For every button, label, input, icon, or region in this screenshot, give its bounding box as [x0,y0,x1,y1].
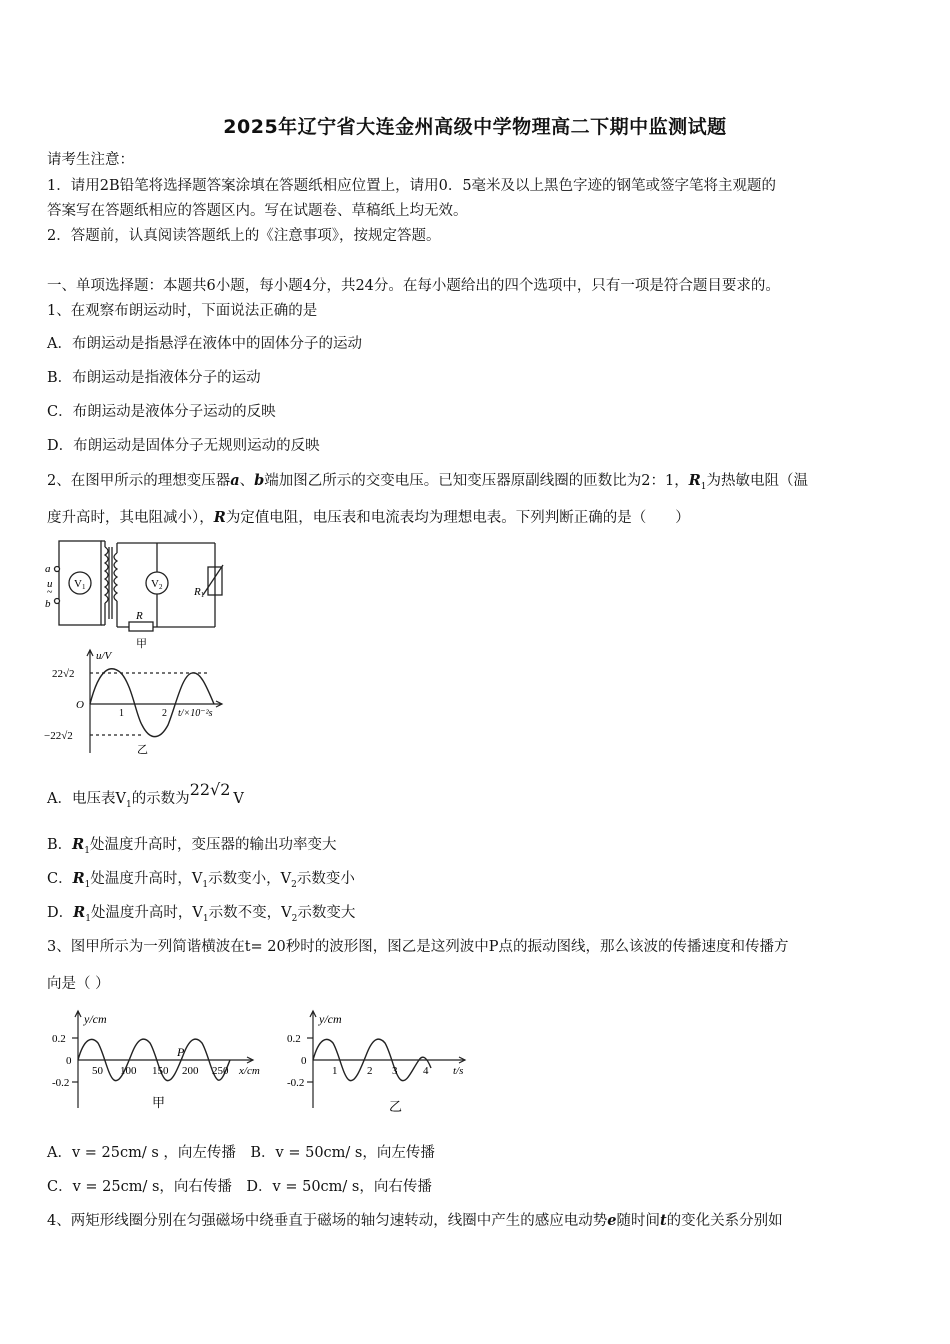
q2-var-b: b [254,472,265,489]
q3-options-cd: C．v = 25cm/ s，向右传播 D．v = 50cm/ s，向右传播 [47,1179,432,1195]
resistor-r-label: R [136,610,143,622]
wave-ylabel: y/cm [84,1012,107,1026]
notice-heading: 请考生注意： [47,152,134,168]
voltmeter-v2-label: V2 [151,578,163,591]
vibration-ytop: 0.2 [287,1033,301,1045]
q2-c-text: 示数变小，V [208,871,292,887]
graph-caption: 乙 [137,744,148,756]
q2-text: 为热敏电阻（温 [706,473,809,489]
wave-y0: 0 [66,1055,72,1067]
vibration-caption: 乙 [389,1099,403,1114]
q2-text: 2、在图甲所示的理想变压器 [47,473,231,489]
q2-d-text: 处温度升高时，V [90,905,203,921]
q2-stem-line1 [47,471,808,497]
circuit-caption: 甲 [136,638,147,650]
q2-text: 、 [239,473,255,489]
notice-item-2: 2．答题前，认真阅读答题纸上的《注意事项》，按规定答题。 [47,228,441,244]
vibration-xunit: t/s [453,1065,464,1077]
q2-b-var: R [72,836,85,853]
q2-option-a [47,780,244,815]
q2-c-text: 处温度升高时，V [90,871,203,887]
q2-var-r1-sub: 1 [700,481,707,492]
wave-tick-150: 150 [152,1065,169,1077]
q2-a-value: 22√2 [189,780,231,799]
circuit-label-u: u [47,578,53,590]
q2-a-unit: V [233,791,244,807]
q1-stem: 1、在观察布朗运动时，下面说法正确的是 [47,303,318,319]
q3-options-ab: A．v = 25cm/ s ，向左传播 B．v = 50cm/ s，向左传播 [47,1145,435,1161]
q2-a-sub: 1 [125,799,132,810]
q4-var-t: t [659,1212,667,1229]
q2-a-text: A．电压表V [47,791,126,807]
q2-c-text: 示数变小 [296,871,355,887]
q1-option-b: B．布朗运动是指液体分子的运动 [47,370,261,386]
q1-option-a: A．布朗运动是指悬浮在液体中的固体分子的运动 [47,336,362,352]
q2-d-sub: 1 [202,913,209,924]
q1-option-d: D．布朗运动是固体分子无规则运动的反映 [47,438,320,454]
q2-var-a: a [230,472,240,489]
q3-vibration-figure [285,1008,485,1118]
notice-item-1b: 答案写在答题纸相应的答题区内。写在试题卷、草稿纸上均无效。 [47,203,468,219]
q2-c-sub: 2 [291,879,297,890]
wave-xunit: x/cm [239,1065,260,1077]
vibration-tick-2: 2 [367,1065,373,1077]
q4-text: 4、两矩形线圈分别在匀强磁场中绕垂直于磁场的轴匀速转动，线圈中产生的感应电动势 [47,1213,608,1229]
q2-b-text: 处温度升高时，变压器的输出功率变大 [89,837,337,853]
q2-d-sub: 1 [85,913,91,924]
circuit-label-b: b [45,598,51,610]
vibration-tick-4: 4 [423,1065,429,1077]
q2-var-r1: R [688,472,701,489]
q2-text: 为定值电阻，电压表和电流表均为理想电表。下列判断正确的是（ ） [225,510,690,526]
q2-circuit-figure [45,535,225,650]
q2-d-text: 示数变大 [297,905,356,921]
section-heading: 一、单项选择题：本题共6小题，每小题4分，共24分。在每小题给出的四个选项中，只有一项是符合题目要求的。 [47,278,780,294]
q2-voltage-graph [42,645,242,760]
q2-stem-line2 [47,508,690,528]
q2-d-text: D． [47,905,74,921]
q4-stem [47,1211,783,1231]
graph-xlabel: t/×10⁻²s [178,708,213,719]
q2-b-sub: 1 [84,845,90,856]
graph-ybottom: −22√2 [44,730,73,742]
circuit-label-a: a [45,563,51,575]
q2-d-sub: 2 [291,913,298,924]
q4-var-e: e [607,1212,617,1229]
q2-option-d [47,903,355,929]
q2-text: 度升高时，其电阻减小）， [47,510,214,526]
q2-option-b [47,835,336,861]
graph-tick-1: 1 [119,708,124,719]
q2-c-text: C． [47,871,73,887]
q2-option-c [47,869,355,895]
notice-item-1a: 1．请用2B铅笔将选择题答案涂填在答题纸相应位置上，请用0．5毫米及以上黑色字迹的钢笔或签字笔将主观题的 [47,178,777,194]
vibration-tick-3: 3 [392,1065,398,1077]
graph-origin: O [76,699,84,711]
wave-tick-250: 250 [212,1065,229,1077]
voltmeter-v1-label: V1 [74,578,86,591]
q2-var-r: R [213,509,226,526]
q1-option-c: C．布朗运动是液体分子运动的反映 [47,404,276,420]
wave-caption: 甲 [152,1095,166,1110]
q2-d-var: R [73,904,86,921]
q2-text: 端加图乙所示的交变电压。已知变压器原副线圈的匝数比为2：1， [264,473,689,489]
graph-tick-2: 2 [162,708,167,719]
q2-c-sub: 1 [202,879,209,890]
wave-tick-200: 200 [182,1065,199,1077]
thermistor-r1-label: R1 [194,586,205,599]
q2-d-text: 示数不变，V [208,905,292,921]
graph-ylabel: u/V [96,650,112,662]
vibration-tick-1: 1 [332,1065,338,1077]
vibration-ylabel: y/cm [319,1012,342,1026]
wave-tick-100: 100 [120,1065,137,1077]
q2-a-text: 的示数为 [131,791,190,807]
vibration-ybottom: -0.2 [287,1077,305,1089]
q2-c-sub: 1 [84,879,91,890]
wave-ytop: 0.2 [52,1033,66,1045]
q3-stem-line1: 3、图甲所示为一列简谐横波在t= 20秒时的波形图，图乙是这列波中P点的振动图线，那么该波的传播速度和传播方 [47,939,789,955]
graph-ytop: 22√2 [52,668,75,680]
wave-point-p: P [177,1045,185,1059]
wave-ybottom: -0.2 [52,1077,70,1089]
circuit-label-tilde: ~ [47,587,53,598]
q4-text: 随时间 [616,1213,660,1229]
q3-stem-line2: 向是（ ） [47,976,110,992]
wave-tick-50: 50 [92,1065,103,1077]
q2-b-text: B． [47,837,73,853]
q4-text: 的变化关系分别如 [666,1213,783,1229]
q3-wave-figure [48,1008,278,1118]
page-title: 2025年辽宁省大连金州高级中学物理高二下期中监测试题 [223,116,727,138]
vibration-y0: 0 [301,1055,307,1067]
q2-c-var: R [72,870,85,887]
